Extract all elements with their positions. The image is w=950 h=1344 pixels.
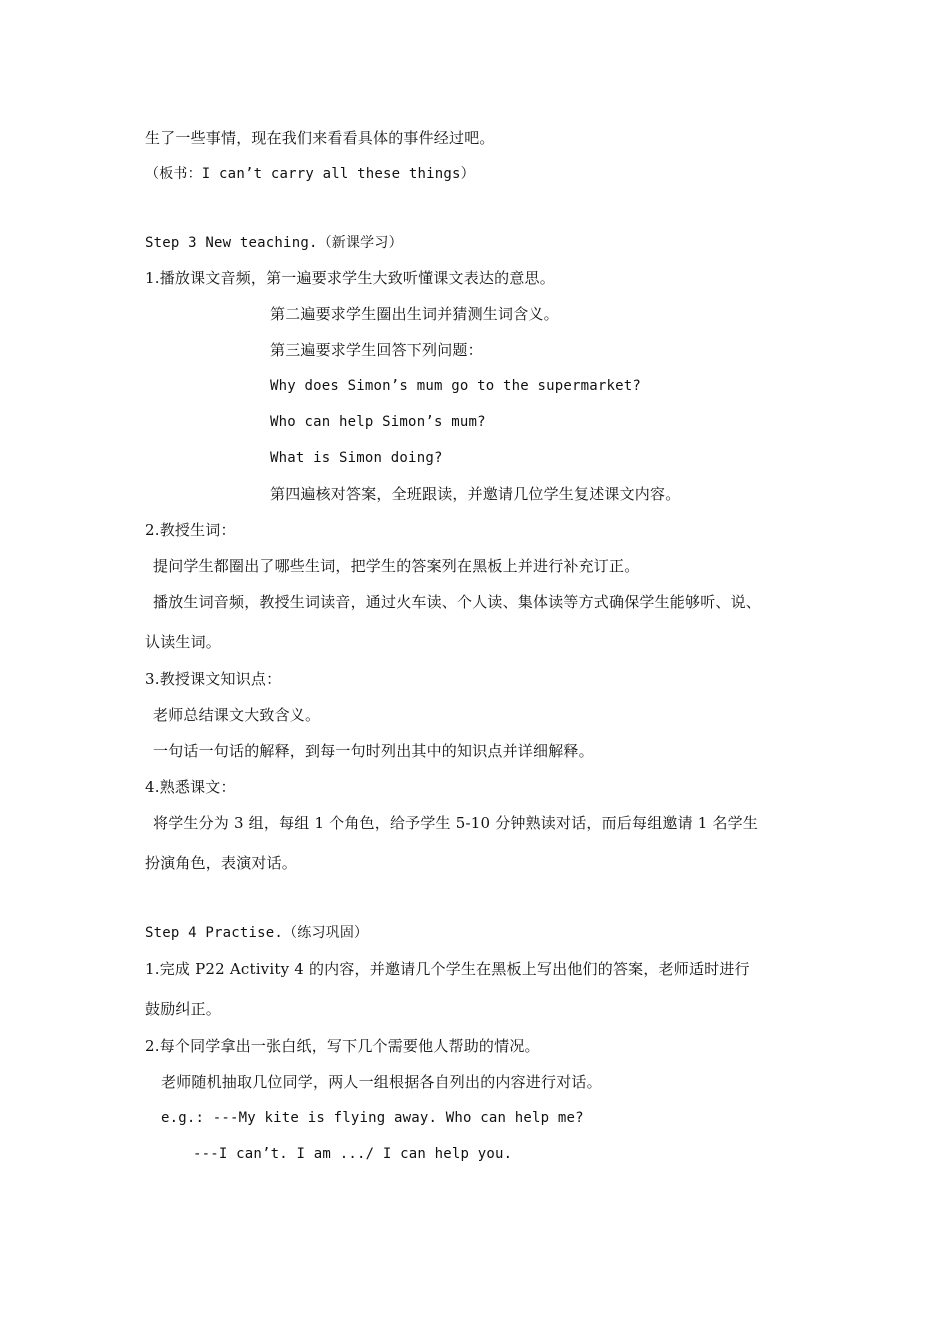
example-line: e.g.: ---My kite is flying away. Who can help me? [161, 1110, 584, 1126]
list-item: 1.完成 P22 Activity 4 的内容，并邀请几个学生在黑板上写出他们的答案，老师适时进行 [145, 960, 750, 978]
board-note: （板书：I can’t carry all these things） [145, 166, 475, 182]
question-line: Why does Simon’s mum go to the supermarket? [270, 378, 642, 394]
paragraph-line: 老师随机抽取几位同学，两人一组根据各自列出的内容进行对话。 [161, 1073, 602, 1091]
list-item: 2.每个同学拿出一张白纸，写下几个需要他人帮助的情况。 [145, 1037, 540, 1055]
example-line: ---I can’t. I am .../ I can help you. [193, 1146, 513, 1162]
paragraph-line: 播放生词音频，教授生词读音，通过火车读、个人读、集体读等方式确保学生能够听、说、 [153, 593, 762, 611]
list-item: 1.播放课文音频，第一遍要求学生大致听懂课文表达的意思。 [145, 269, 555, 287]
paragraph-line: 认读生词。 [145, 633, 222, 651]
step-3-heading: Step 3 New teaching.（新课学习） [145, 235, 403, 251]
list-item-sub: 第二遍要求学生圈出生词并猜测生词含义。 [270, 305, 559, 323]
paragraph-line: 将学生分为 3 组，每组 1 个角色，给予学生 5-10 分钟熟读对话，而后每组邀请 1 名学生 [153, 814, 759, 832]
list-item: 2.教授生词： [145, 521, 236, 539]
paragraph-line: 提问学生都圈出了哪些生词，把学生的答案列在黑板上并进行补充订正。 [153, 557, 640, 575]
paragraph-line: 一句话一句话的解释，到每一句时列出其中的知识点并详细解释。 [153, 742, 594, 760]
list-item: 3.教授课文知识点： [145, 670, 282, 688]
list-item-sub: 第三遍要求学生回答下列问题： [270, 341, 483, 359]
list-item-sub: 第四遍核对答案，全班跟读，并邀请几位学生复述课文内容。 [270, 485, 681, 503]
paragraph-line: 老师总结课文大致含义。 [153, 706, 321, 724]
question-line: Who can help Simon’s mum? [270, 414, 486, 430]
paragraph-line: 鼓励纠正。 [145, 1000, 222, 1018]
question-line: What is Simon doing? [270, 450, 443, 466]
step-4-heading: Step 4 Practise.（练习巩固） [145, 925, 369, 941]
list-item: 4.熟悉课文： [145, 778, 236, 796]
paragraph-line: 扮演角色，表演对话。 [145, 854, 298, 872]
paragraph-line: 生了一些事情，现在我们来看看具体的事件经过吧。 [145, 129, 495, 147]
